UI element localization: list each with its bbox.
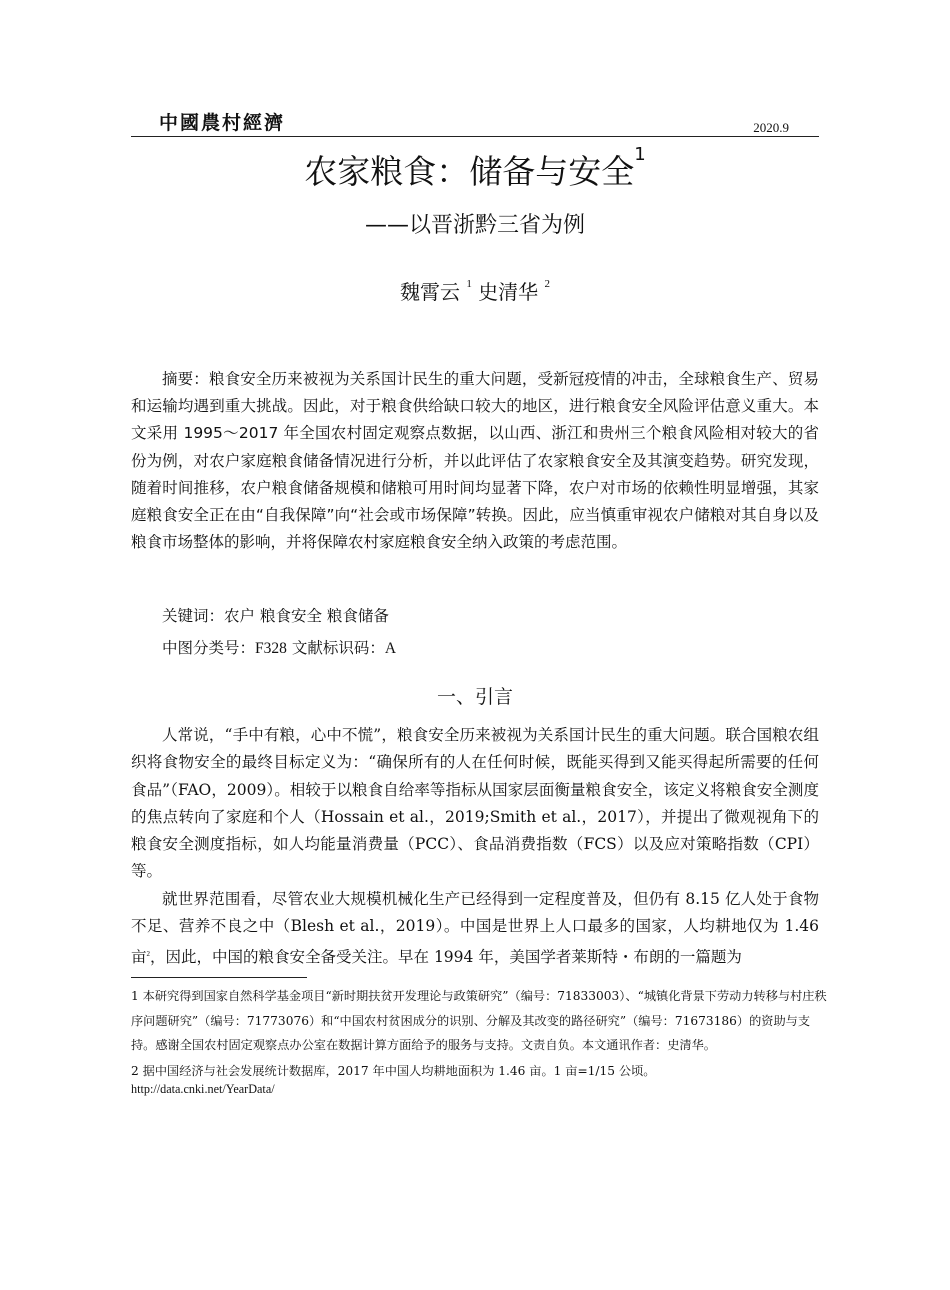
paper-title bbox=[131, 146, 819, 193]
title-footnote-mark: 1 bbox=[634, 144, 646, 165]
classification-line bbox=[162, 636, 396, 658]
author-2-mark: 2 bbox=[544, 278, 551, 290]
footnote-2-url[interactable]: http://data.cnki.net/YearData/ bbox=[131, 1081, 275, 1096]
author-line bbox=[131, 276, 819, 305]
section-heading: 一、引言 bbox=[436, 686, 513, 708]
author-1: 魏霄云 bbox=[399, 280, 460, 304]
keywords-items: 农户 粮食安全 粮食储备 bbox=[224, 607, 389, 625]
footnote-1: 1 本研究得到国家自然科学基金项目“新时期扶贫开发理论与政策研究”（编号：71833003）、“城镇化背景下劳动力转移与村庄秩序问题研究”（编号：71773076）和“中国农村贫困成分的识别、分解及其改变的路径研究”（编号：71673186）的资助与支持。感谢全国农村固定观察点办公室在数据计算方面给予的服务与支持。文责自负。本文通讯作者：史清华。 bbox=[131, 989, 827, 1052]
title-text: 农家粮食：储备与安全 bbox=[304, 152, 635, 191]
page-header bbox=[131, 106, 819, 137]
clc-label: 中图分类号： bbox=[162, 639, 256, 657]
author-2: 史清华 bbox=[478, 280, 539, 304]
footnote-divider bbox=[131, 977, 307, 978]
author-1-mark: 1 bbox=[466, 278, 472, 290]
paragraph-2-part-b: ，因此，中国的粮食安全备受关注。早在 1994 年，美国学者莱斯特・布朗的一篇题为 bbox=[150, 947, 742, 966]
clc-code: F328 bbox=[255, 640, 287, 657]
footnote-2-text: 2 据中国经济与社会发展统计数据库，2017 年中国人均耕地面积为 1.46 亩。1 亩=1/15 公顷。 bbox=[131, 1063, 656, 1078]
footnote-2 bbox=[131, 1062, 831, 1098]
issue-number: 2020.9 bbox=[753, 120, 789, 135]
abstract: 摘要：粮食安全历来被视为关系国计民生的重大问题，受新冠疫情的冲击，全球粮食生产、贸易和运输均遇到重大挑战。因此，对于粮食供给缺口较大的地区，进行粮食安全风险评估意义重大。本文采用 1995～2017 年全国农村固定观察点数据，以山西、浙江和贵州三个粮食风险相对较大的省份为例，对农户家庭粮食储备情况进行分析，并以此评估了农家粮食安全及其演变趋势。研究发现，随着时间推移，农户粮食储备规模和储粮可用时间均显著下降，农户对市场的依赖性明显增强，其家庭粮食安全正在由“自我保障”向“社会或市场保障”转换。因此，应当慎重审视农户储粮对其自身以及粮食市场整体的影响，并将保障农村家庭粮食安全纳入政策的考虑范围。 bbox=[131, 370, 819, 552]
doc-code-label: 文献标识码： bbox=[291, 639, 385, 657]
footnotes bbox=[131, 984, 831, 1102]
paragraph-2-part-a: 就世界范围看，尽管农业大规模机械化生产已经得到一定程度普及，但仍有 8.15 亿人处于食物不足、营养不良之中（Blesh et al.，2019）。中国是世界上人口最多的国家，人均耕地仅为 1.46 亩 bbox=[131, 890, 819, 966]
paper-subtitle: ——以晋浙黔三省为例 bbox=[364, 213, 585, 238]
keywords bbox=[162, 604, 389, 626]
keywords-label: 关键词： bbox=[162, 607, 225, 625]
body-paragraph-1: 人常说，“手中有粮，心中不慌”，粮食安全历来被视为关系国计民生的重大问题。联合国粮农组织将食物安全的最终目标定义为：“确保所有的人在任何时候，既能买得到又能买得起所需要的任何食品”（FAO，2009）。相较于以粮食自给率等指标从国家层面衡量粮食安全，该定义将粮食安全测度的焦点转向了家庭和个人（Hossain et al.，2019;Smith et al.，2017），并提出了微观视角下的粮食安全测度指标，如人均能量消费量（PCC）、食品消费指数（FCS）以及应对策略指数（CPI）等。 bbox=[131, 726, 819, 881]
doc-code: A bbox=[384, 640, 397, 657]
footnote-ref-2: 2 bbox=[146, 949, 151, 958]
body-paragraph-2 bbox=[131, 886, 819, 971]
journal-logo: 中國農村經濟 bbox=[159, 112, 286, 134]
